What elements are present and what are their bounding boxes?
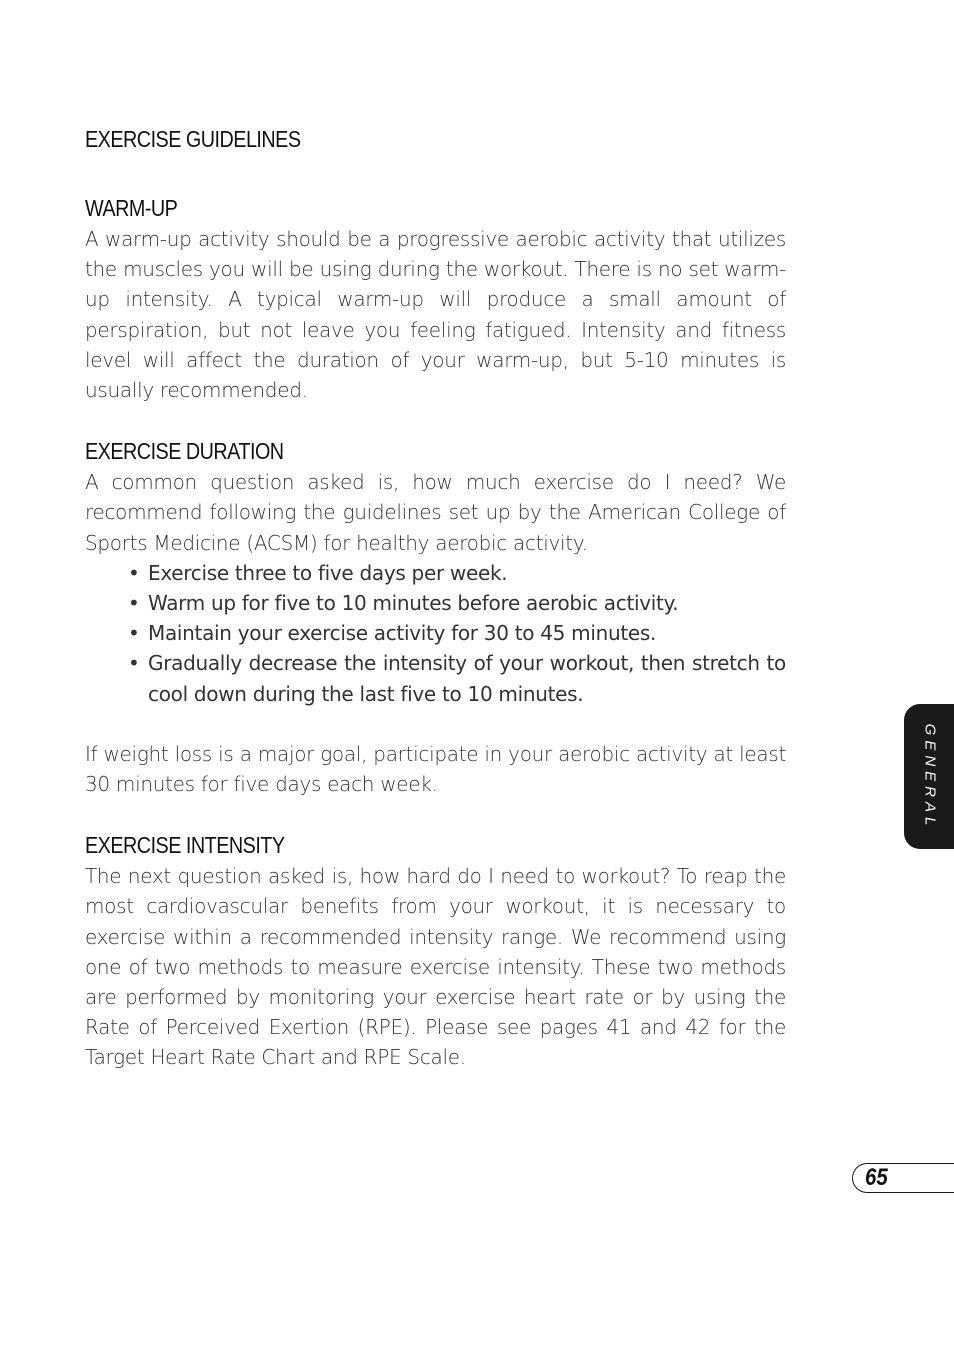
bullet-icon: • <box>128 651 140 676</box>
list-item <box>128 648 786 708</box>
list-item <box>128 558 786 588</box>
list-item-text: Gradually decrease the intensity of your workout, then stretch to cool down during the last five to 10 minutes. <box>148 651 786 706</box>
page-content <box>85 120 786 1073</box>
list-item-text: Exercise three to five days per week. <box>148 560 508 585</box>
bullet-icon: • <box>128 560 140 585</box>
list-item <box>128 618 786 648</box>
duration-paragraph: A common question asked is, how much exercise do I need? We recommend following the guidelines set up by the American College of Sports Medicine (ACSM) for healthy aerobic activity. <box>85 470 786 555</box>
list-item <box>128 588 786 618</box>
intensity-paragraph: The next question asked is, how hard do I need to workout? To reap the most cardiovascular benefits from your workout, it is necessary to exercise within a recommended intensity range. We recommend using one of two methods to measure exercise intensity. These two methods are performed by monitoring your exercise heart rate or by using the Rate of Perceived Exertion (RPE). Please see pages 41 and 42 for the Target Heart Rate Chart and RPE Scale. <box>85 864 786 1070</box>
intensity-heading: EXERCISE INTENSITY <box>85 832 285 859</box>
warmup-heading: WARM-UP <box>85 195 178 221</box>
warmup-paragraph: A warm-up activity should be a progressive aerobic activity that utilizes the muscles you will be using during the workout. There is no set warm-up intensity. A typical warm-up will produce a small amount of perspiration, but not leave you feeling fatigued. Intensity and fitness level will affect the duration of your warm-up, but 5-10 minutes is usually recommended. <box>85 227 786 403</box>
section-tab-label: GENERAL <box>921 723 939 830</box>
bullet-icon: • <box>128 621 140 646</box>
section-tab <box>904 704 954 849</box>
page-number: 65 <box>865 1164 888 1191</box>
page-number-box <box>852 1163 954 1193</box>
duration-heading: EXERCISE DURATION <box>85 438 284 465</box>
list-item-text: Warm up for five to 10 minutes before aerobic activity. <box>148 591 679 616</box>
bullet-icon: • <box>128 591 140 616</box>
weight-loss-paragraph: If weight loss is a major goal, participate in your aerobic activity at least 30 minutes for five days each week. <box>85 741 786 797</box>
page-title: EXERCISE GUIDELINES <box>85 126 301 152</box>
list-item-text: Maintain your exercise activity for 30 to 45 minutes. <box>148 621 657 646</box>
duration-bullet-list <box>85 558 786 709</box>
